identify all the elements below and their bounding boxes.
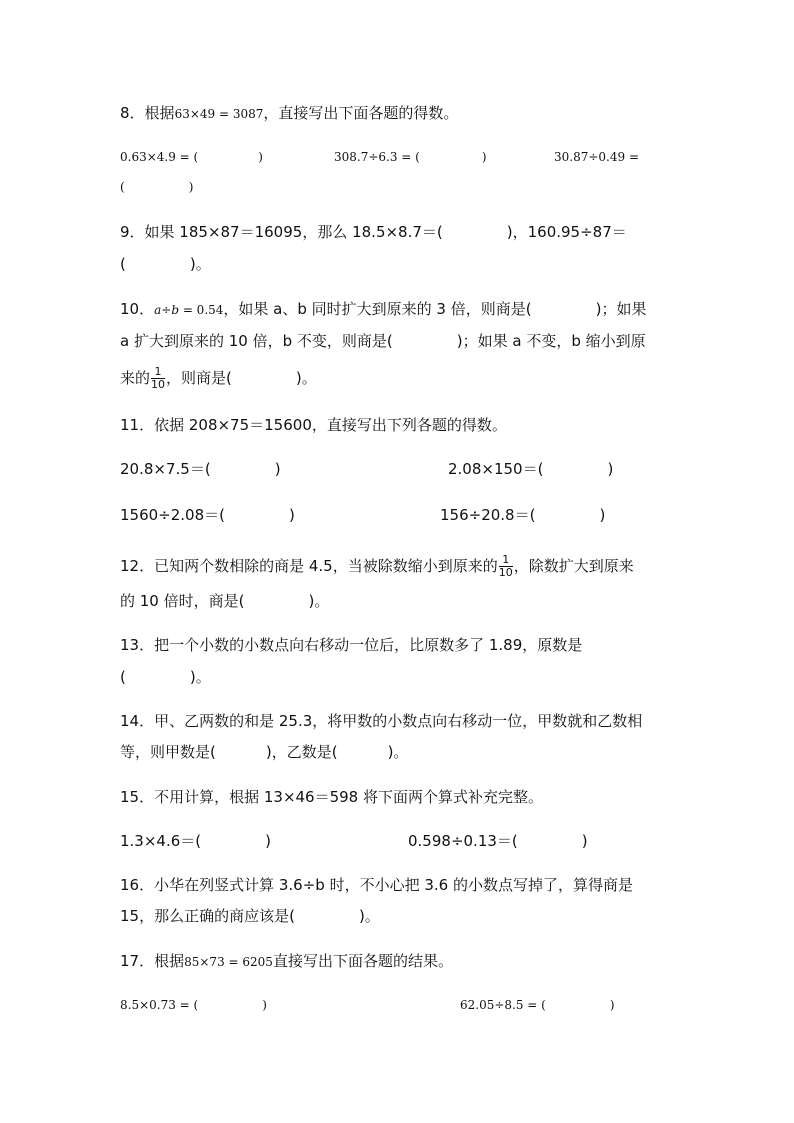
question-10: 10．a÷b = 0.54，如果 a、b 同时扩大到原来的 3 倍，则商是( )；如果 <box>120 300 647 318</box>
q11-item-2: 2.08×150＝( ) <box>448 460 614 478</box>
fraction-one-tenth: $\frac{1}{10}$ <box>498 553 513 579</box>
question-text: 根据 <box>144 104 175 122</box>
question-15: 15．不用计算，根据 13×46＝598 将下面两个算式补充完整。 <box>120 788 543 806</box>
question-8 <box>120 102 458 125</box>
question-9: 9．如果 185×87＝16095，那么 18.5×8.7＝( )，160.95÷87＝ <box>120 223 627 241</box>
question-16: 16．小华在列竖式计算 3.6÷b 时，不小心把 3.6 的小数点写掉了，算得商是 <box>120 876 633 894</box>
question-9-line-2: ( )。 <box>120 255 211 273</box>
question-number: 8． <box>120 104 145 122</box>
q8-item-1: 0.63×4.9 = ( ) <box>120 150 263 164</box>
q8-item-3: 30.87÷0.49 = <box>554 150 639 164</box>
question-12: 12．已知两个数相除的商是 4.5，当被除数缩小到原来的 $\frac{1}{10}$ ，除数扩大到原来 <box>120 553 634 579</box>
question-11: 11．依据 208×75＝15600，直接写出下列各题的得数。 <box>120 416 507 434</box>
q15-item-2: 0.598÷0.13＝( ) <box>408 832 588 850</box>
question-14: 14．甲、乙两数的和是 25.3，将甲数的小数点向右移动一位，甲数就和乙数相 <box>120 712 643 730</box>
q8-item-3-blank: ( ) <box>120 180 194 194</box>
q8-item-2: 308.7÷6.3 = ( ) <box>334 150 487 164</box>
question-12-line-2: 的 10 倍时，商是( )。 <box>120 592 330 610</box>
question-10-line-2: a 扩大到原来的 10 倍，b 不变，则商是( )；如果 a 不变，b 缩小到原 <box>120 332 646 350</box>
question-13: 13．把一个小数的小数点向右移动一位后，比原数多了 1.89，原数是 <box>120 636 583 654</box>
question-16-line-2: 15，那么正确的商应该是( )。 <box>120 907 380 925</box>
q11-item-3: 1560÷2.08＝( ) <box>120 506 295 524</box>
question-17: 17．根据85×73 = 6205直接写出下面各题的结果。 <box>120 952 453 970</box>
question-14-line-2: 等，则甲数是( )，乙数是( )。 <box>120 743 409 761</box>
question-10-line-3: 来的 $\frac{1}{10}$ ，则商是( )。 <box>120 365 317 391</box>
given-equation: 85×73 = 6205 <box>184 955 273 969</box>
q15-item-1: 1.3×4.6＝( ) <box>120 832 271 850</box>
q11-item-4: 156÷20.8＝( ) <box>440 506 606 524</box>
q11-item-1: 20.8×7.5＝( ) <box>120 460 281 478</box>
question-text: ，直接写出下面各题的得数。 <box>263 104 459 122</box>
question-13-line-2: ( )。 <box>120 668 211 686</box>
q17-item-2: 62.05÷8.5 = ( ) <box>460 998 615 1012</box>
q17-item-1: 8.5×0.73 = ( ) <box>120 998 267 1012</box>
given-equation: 63×49 = 3087 <box>174 107 264 121</box>
fraction-one-tenth: $\frac{1}{10}$ <box>151 365 166 391</box>
